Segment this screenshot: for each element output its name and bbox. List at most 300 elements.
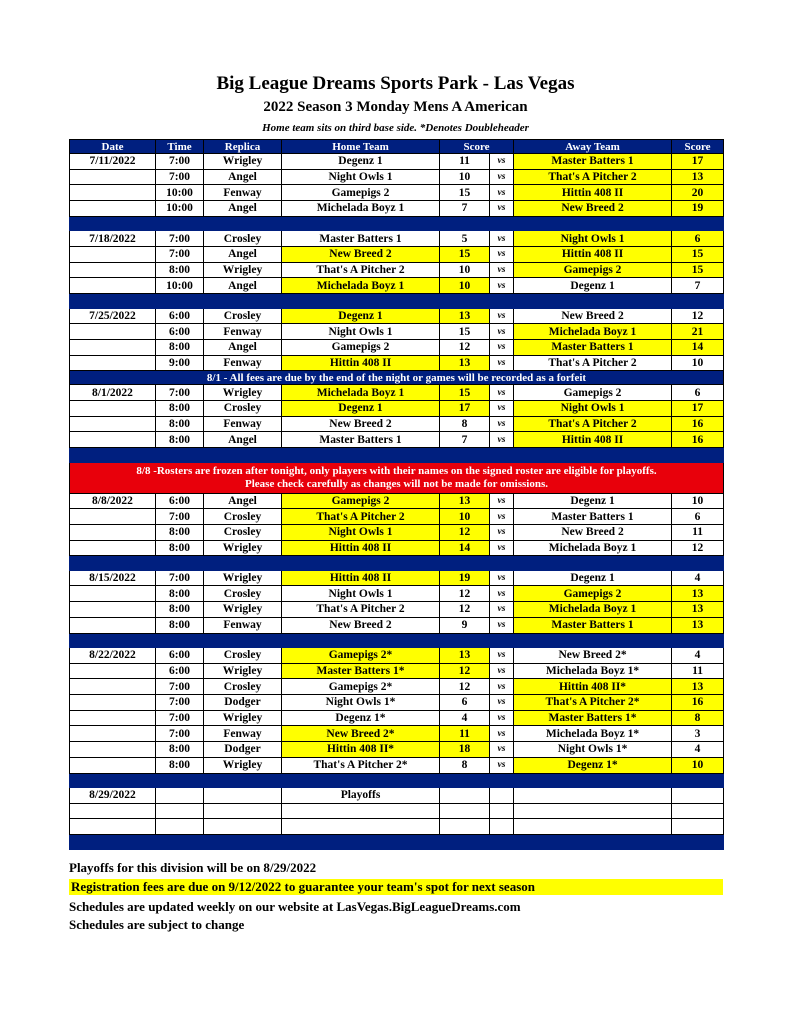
- game-row: [70, 400, 724, 416]
- game-replica: Wrigley: [204, 540, 282, 556]
- game-date: [70, 201, 156, 217]
- away-team: Hittin 408 II: [514, 432, 672, 448]
- header-row: [70, 140, 724, 154]
- game-date: [70, 602, 156, 618]
- home-score: 8: [440, 757, 490, 773]
- roster-alert-row: [70, 462, 724, 493]
- game-date: [70, 679, 156, 695]
- vs-label: vs: [490, 695, 514, 711]
- game-row: [70, 308, 724, 324]
- away-team: Master Batters 1*: [514, 710, 672, 726]
- vs-label: vs: [490, 154, 514, 170]
- game-date: [70, 742, 156, 758]
- away-score: 13: [672, 617, 724, 633]
- away-score: 11: [672, 663, 724, 679]
- roster-alert-line2: Please check carefully as changes will not be made for omissions.: [245, 477, 548, 490]
- game-date: [70, 695, 156, 711]
- away-score: 4: [672, 742, 724, 758]
- game-row: [70, 416, 724, 432]
- away-team: That's A Pitcher 2: [514, 355, 672, 371]
- home-score: 10: [440, 169, 490, 185]
- home-team: Gamepigs 2: [282, 339, 440, 355]
- home-score: 12: [440, 524, 490, 540]
- game-time: 8:00: [156, 540, 204, 556]
- away-score: 15: [672, 262, 724, 278]
- game-time: 7:00: [156, 154, 204, 170]
- game-replica: Crosley: [204, 400, 282, 416]
- page-subtitle: 2022 Season 3 Monday Mens A American: [263, 99, 528, 115]
- away-score: [672, 788, 724, 804]
- home-score: 13: [440, 308, 490, 324]
- vs-label: vs: [490, 710, 514, 726]
- home-team: [282, 803, 440, 819]
- game-date: [70, 416, 156, 432]
- away-score: 10: [672, 493, 724, 509]
- game-row: [70, 262, 724, 278]
- home-team: New Breed 2: [282, 617, 440, 633]
- schedule-note: Home team sits on third base side. *Denotes Doubleheader: [262, 122, 529, 134]
- footer-website: Schedules are updated weekly on our website at LasVegas.BigLeagueDreams.com: [69, 899, 521, 914]
- away-team: New Breed 2: [514, 524, 672, 540]
- game-time: 8:00: [156, 400, 204, 416]
- home-score: 8: [440, 416, 490, 432]
- separator-cell: [70, 773, 724, 788]
- game-replica: Wrigley: [204, 570, 282, 586]
- vs-label: vs: [490, 726, 514, 742]
- game-row: [70, 540, 724, 556]
- home-score: 5: [440, 231, 490, 247]
- game-replica: Crosley: [204, 308, 282, 324]
- game-time: 8:00: [156, 432, 204, 448]
- home-team: Degenz 1*: [282, 710, 440, 726]
- away-team: Michelada Boyz 1: [514, 540, 672, 556]
- away-team: That's A Pitcher 2: [514, 169, 672, 185]
- game-time: 8:00: [156, 742, 204, 758]
- game-row: [70, 695, 724, 711]
- game-time: 8:00: [156, 586, 204, 602]
- home-team: Playoffs: [282, 788, 440, 804]
- game-date: [70, 617, 156, 633]
- home-score: 7: [440, 432, 490, 448]
- home-score: 11: [440, 726, 490, 742]
- home-team: Michelada Boyz 1: [282, 385, 440, 401]
- game-row: [70, 788, 724, 804]
- home-score: 12: [440, 339, 490, 355]
- game-time: 10:00: [156, 278, 204, 294]
- home-team: [282, 819, 440, 835]
- vs-label: vs: [490, 586, 514, 602]
- col-date-header: Date: [70, 140, 156, 154]
- game-row: [70, 819, 724, 835]
- away-team: [514, 819, 672, 835]
- game-time: 7:00: [156, 570, 204, 586]
- vs-label: [490, 788, 514, 804]
- away-team: Hittin 408 II*: [514, 679, 672, 695]
- separator-cell: [70, 294, 724, 309]
- col-home-score-header: Score: [440, 140, 514, 154]
- away-score: 16: [672, 416, 724, 432]
- vs-label: vs: [490, 679, 514, 695]
- home-score: 10: [440, 262, 490, 278]
- game-date: [70, 400, 156, 416]
- home-team: Gamepigs 2: [282, 185, 440, 201]
- game-time: 10:00: [156, 201, 204, 217]
- game-date: [70, 432, 156, 448]
- vs-label: vs: [490, 262, 514, 278]
- away-score: 15: [672, 246, 724, 262]
- game-replica: Angel: [204, 493, 282, 509]
- game-replica: Crosley: [204, 679, 282, 695]
- away-score: 13: [672, 602, 724, 618]
- col-time-header: Time: [156, 140, 204, 154]
- home-team: Gamepigs 2: [282, 493, 440, 509]
- separator-cell: [70, 835, 724, 850]
- game-replica: [204, 803, 282, 819]
- notice-text: 8/1 - All fees are due by the end of the night or games will be recorded as a forfeit: [70, 371, 724, 385]
- home-team: New Breed 2: [282, 416, 440, 432]
- vs-label: vs: [490, 278, 514, 294]
- home-team: Gamepigs 2*: [282, 648, 440, 664]
- vs-label: vs: [490, 648, 514, 664]
- away-team: Hittin 408 II: [514, 246, 672, 262]
- away-score: 13: [672, 169, 724, 185]
- away-team: Hittin 408 II: [514, 185, 672, 201]
- game-replica: Fenway: [204, 416, 282, 432]
- home-team: That's A Pitcher 2*: [282, 757, 440, 773]
- away-score: 17: [672, 400, 724, 416]
- away-score: 6: [672, 385, 724, 401]
- game-replica: Wrigley: [204, 262, 282, 278]
- vs-label: vs: [490, 246, 514, 262]
- home-team: Hittin 408 II: [282, 355, 440, 371]
- game-time: 7:00: [156, 710, 204, 726]
- away-team: That's A Pitcher 2*: [514, 695, 672, 711]
- away-score: 14: [672, 339, 724, 355]
- game-row: [70, 324, 724, 340]
- game-replica: Crosley: [204, 524, 282, 540]
- game-replica: Angel: [204, 201, 282, 217]
- vs-label: vs: [490, 169, 514, 185]
- home-team: New Breed 2*: [282, 726, 440, 742]
- separator-row: [70, 835, 724, 850]
- away-score: 6: [672, 231, 724, 247]
- home-team: Night Owls 1*: [282, 695, 440, 711]
- game-date: [70, 726, 156, 742]
- away-team: Degenz 1: [514, 493, 672, 509]
- separator-row: [70, 773, 724, 788]
- game-row: [70, 726, 724, 742]
- away-score: 19: [672, 201, 724, 217]
- away-team: Night Owls 1*: [514, 742, 672, 758]
- game-time: 6:00: [156, 324, 204, 340]
- game-replica: [204, 788, 282, 804]
- game-row: [70, 278, 724, 294]
- game-date: [70, 757, 156, 773]
- roster-alert-line1: 8/8 -Rosters are frozen after tonight, only players with their names on the signed roster are eligible for playoffs.: [136, 464, 657, 477]
- separator-row: [70, 633, 724, 648]
- game-replica: Fenway: [204, 355, 282, 371]
- vs-label: vs: [490, 663, 514, 679]
- game-date: [70, 246, 156, 262]
- game-time: [156, 803, 204, 819]
- game-date: [70, 819, 156, 835]
- away-team: New Breed 2: [514, 308, 672, 324]
- away-team: Night Owls 1: [514, 231, 672, 247]
- separator-row: [70, 556, 724, 571]
- away-score: 12: [672, 308, 724, 324]
- home-score: 6: [440, 695, 490, 711]
- home-team: Night Owls 1: [282, 324, 440, 340]
- game-row: [70, 803, 724, 819]
- game-replica: Fenway: [204, 726, 282, 742]
- game-row: [70, 586, 724, 602]
- home-score: 17: [440, 400, 490, 416]
- away-score: 21: [672, 324, 724, 340]
- game-replica: Wrigley: [204, 385, 282, 401]
- home-score: 13: [440, 355, 490, 371]
- vs-label: vs: [490, 742, 514, 758]
- home-team: That's A Pitcher 2: [282, 602, 440, 618]
- home-team: Degenz 1: [282, 308, 440, 324]
- game-replica: Angel: [204, 339, 282, 355]
- game-time: 7:00: [156, 509, 204, 525]
- game-date: [70, 355, 156, 371]
- vs-label: vs: [490, 617, 514, 633]
- game-row: [70, 385, 724, 401]
- game-time: 9:00: [156, 355, 204, 371]
- away-team: Degenz 1: [514, 570, 672, 586]
- game-date: [70, 540, 156, 556]
- game-row: [70, 524, 724, 540]
- away-team: Master Batters 1: [514, 339, 672, 355]
- game-replica: [204, 819, 282, 835]
- game-row: [70, 648, 724, 664]
- away-score: [672, 803, 724, 819]
- away-team: That's A Pitcher 2: [514, 416, 672, 432]
- game-replica: Angel: [204, 432, 282, 448]
- home-score: 13: [440, 648, 490, 664]
- home-team: Gamepigs 2*: [282, 679, 440, 695]
- away-team: Michelada Boyz 1: [514, 324, 672, 340]
- home-score: 12: [440, 663, 490, 679]
- game-time: 6:00: [156, 663, 204, 679]
- game-date: 7/18/2022: [70, 231, 156, 247]
- game-date: 8/29/2022: [70, 788, 156, 804]
- away-score: 13: [672, 679, 724, 695]
- game-replica: Dodger: [204, 695, 282, 711]
- home-team: Night Owls 1: [282, 586, 440, 602]
- game-date: [70, 586, 156, 602]
- game-time: [156, 819, 204, 835]
- game-time: 8:00: [156, 262, 204, 278]
- home-team: Hittin 408 II*: [282, 742, 440, 758]
- away-team: Night Owls 1: [514, 400, 672, 416]
- home-team: Master Batters 1: [282, 432, 440, 448]
- vs-label: vs: [490, 308, 514, 324]
- game-time: [156, 788, 204, 804]
- game-date: [70, 169, 156, 185]
- home-team: New Breed 2: [282, 246, 440, 262]
- separator-cell: [70, 448, 724, 463]
- away-score: 16: [672, 432, 724, 448]
- game-row: [70, 201, 724, 217]
- away-score: 17: [672, 154, 724, 170]
- game-date: [70, 710, 156, 726]
- away-team: [514, 788, 672, 804]
- home-score: 7: [440, 201, 490, 217]
- game-row: [70, 154, 724, 170]
- vs-label: vs: [490, 185, 514, 201]
- away-team: Master Batters 1: [514, 154, 672, 170]
- game-row: [70, 493, 724, 509]
- away-team: Gamepigs 2: [514, 262, 672, 278]
- game-row: [70, 679, 724, 695]
- home-team: Michelada Boyz 1: [282, 201, 440, 217]
- game-replica: Angel: [204, 246, 282, 262]
- game-time: 7:00: [156, 385, 204, 401]
- away-score: 7: [672, 278, 724, 294]
- away-team: Degenz 1*: [514, 757, 672, 773]
- roster-alert: [70, 462, 724, 493]
- vs-label: vs: [490, 416, 514, 432]
- home-score: 4: [440, 710, 490, 726]
- game-replica: Wrigley: [204, 663, 282, 679]
- away-score: 16: [672, 695, 724, 711]
- game-replica: Wrigley: [204, 710, 282, 726]
- home-team: Master Batters 1: [282, 231, 440, 247]
- game-replica: Crosley: [204, 231, 282, 247]
- schedule-table: [69, 139, 724, 850]
- home-score: 11: [440, 154, 490, 170]
- home-team: Degenz 1: [282, 400, 440, 416]
- game-date: 8/1/2022: [70, 385, 156, 401]
- game-row: [70, 570, 724, 586]
- col-away-header: Away Team: [514, 140, 672, 154]
- away-team: New Breed 2*: [514, 648, 672, 664]
- vs-label: [490, 819, 514, 835]
- game-time: 7:00: [156, 679, 204, 695]
- game-replica: Fenway: [204, 617, 282, 633]
- away-team: Master Batters 1: [514, 509, 672, 525]
- away-score: 4: [672, 570, 724, 586]
- away-score: 3: [672, 726, 724, 742]
- game-time: 8:00: [156, 416, 204, 432]
- separator-cell: [70, 556, 724, 571]
- home-team: Master Batters 1*: [282, 663, 440, 679]
- game-time: 7:00: [156, 231, 204, 247]
- separator-cell: [70, 216, 724, 231]
- away-team: Michelada Boyz 1*: [514, 663, 672, 679]
- game-date: [70, 339, 156, 355]
- game-date: [70, 509, 156, 525]
- game-replica: Fenway: [204, 324, 282, 340]
- home-score: 15: [440, 246, 490, 262]
- game-time: 6:00: [156, 648, 204, 664]
- home-score: 19: [440, 570, 490, 586]
- game-row: [70, 617, 724, 633]
- game-replica: Wrigley: [204, 602, 282, 618]
- vs-label: vs: [490, 355, 514, 371]
- vs-label: vs: [490, 493, 514, 509]
- footer-registration: Registration fees are due on 9/12/2022 to guarantee your team's spot for next season: [69, 879, 723, 895]
- home-score: 10: [440, 278, 490, 294]
- vs-label: vs: [490, 570, 514, 586]
- home-score: [440, 788, 490, 804]
- game-row: [70, 169, 724, 185]
- game-time: 7:00: [156, 695, 204, 711]
- page-title: Big League Dreams Sports Park - Las Vegas: [216, 73, 575, 94]
- away-score: 10: [672, 355, 724, 371]
- away-team: Master Batters 1: [514, 617, 672, 633]
- away-score: 11: [672, 524, 724, 540]
- away-team: [514, 803, 672, 819]
- vs-label: vs: [490, 231, 514, 247]
- game-row: [70, 246, 724, 262]
- vs-label: vs: [490, 324, 514, 340]
- game-time: 7:00: [156, 246, 204, 262]
- home-team: Michelada Boyz 1: [282, 278, 440, 294]
- game-time: 8:00: [156, 757, 204, 773]
- home-score: 10: [440, 509, 490, 525]
- game-replica: Wrigley: [204, 154, 282, 170]
- home-score: 15: [440, 385, 490, 401]
- away-score: 8: [672, 710, 724, 726]
- away-team: Gamepigs 2: [514, 586, 672, 602]
- separator-row: [70, 216, 724, 231]
- away-score: 13: [672, 586, 724, 602]
- game-time: 7:00: [156, 726, 204, 742]
- away-team: Gamepigs 2: [514, 385, 672, 401]
- away-score: [672, 819, 724, 835]
- vs-label: vs: [490, 339, 514, 355]
- game-row: [70, 185, 724, 201]
- separator-row: [70, 448, 724, 463]
- game-time: 8:00: [156, 339, 204, 355]
- game-date: [70, 262, 156, 278]
- away-score: 6: [672, 509, 724, 525]
- game-row: [70, 663, 724, 679]
- game-row: [70, 509, 724, 525]
- game-replica: Angel: [204, 169, 282, 185]
- vs-label: [490, 803, 514, 819]
- game-date: [70, 663, 156, 679]
- notice-row: [70, 371, 724, 385]
- away-score: 12: [672, 540, 724, 556]
- vs-label: vs: [490, 509, 514, 525]
- game-date: 7/25/2022: [70, 308, 156, 324]
- game-replica: Wrigley: [204, 757, 282, 773]
- home-team: Night Owls 1: [282, 169, 440, 185]
- home-team: Hittin 408 II: [282, 570, 440, 586]
- game-date: [70, 524, 156, 540]
- schedule-body: [70, 140, 724, 850]
- game-row: [70, 710, 724, 726]
- game-date: [70, 185, 156, 201]
- vs-label: vs: [490, 602, 514, 618]
- vs-label: vs: [490, 201, 514, 217]
- away-score: 4: [672, 648, 724, 664]
- game-time: 10:00: [156, 185, 204, 201]
- home-team: That's A Pitcher 2: [282, 262, 440, 278]
- game-time: 8:00: [156, 617, 204, 633]
- separator-cell: [70, 633, 724, 648]
- away-team: Degenz 1: [514, 278, 672, 294]
- game-time: 8:00: [156, 524, 204, 540]
- game-replica: Fenway: [204, 185, 282, 201]
- away-team: Michelada Boyz 1*: [514, 726, 672, 742]
- game-time: 6:00: [156, 493, 204, 509]
- game-replica: Dodger: [204, 742, 282, 758]
